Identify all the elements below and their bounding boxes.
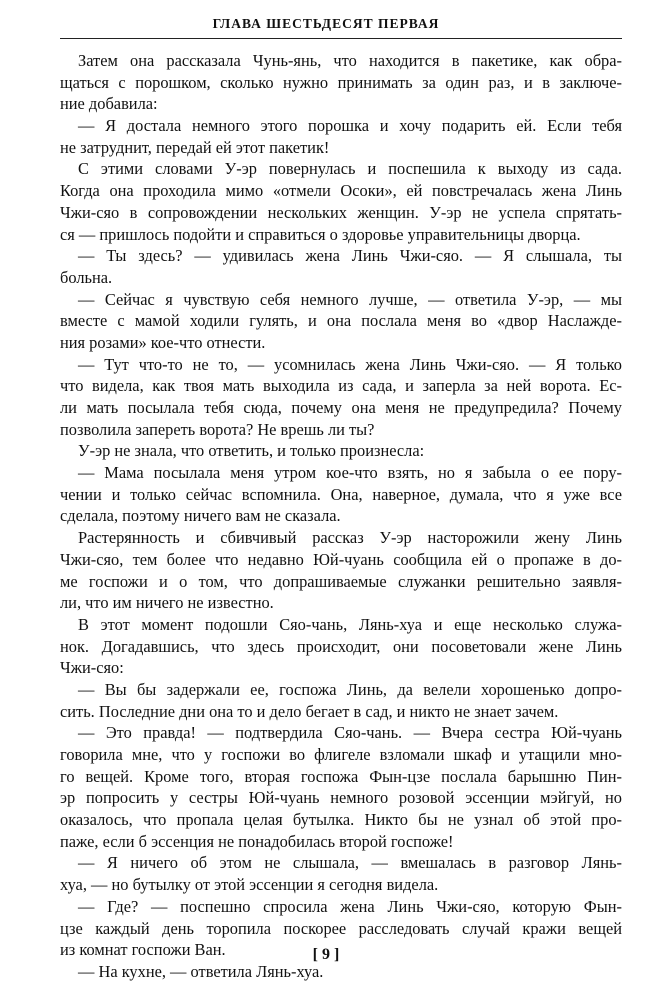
text-line: ние добавила:	[60, 94, 158, 114]
text-line: — Тут что-то не то, — усомнилась жена Линь Чжи-сяо. — Я только	[78, 354, 622, 374]
text-line: оказалось, что пропала целая бутылка. Никто бы не узнал об этой про-	[60, 810, 622, 830]
text-line: ния розами» кое-что отнести.	[60, 332, 266, 352]
text-line: что видела, как твоя мать выходила из сада, и заперла за ней ворота. Ес-	[60, 376, 622, 396]
text-line: ся — пришлось подойти и справиться о здоровье управительницы дворца.	[60, 224, 581, 244]
text-line: хуа, — но бутылку от этой эссенции я сегодня видела.	[60, 875, 439, 895]
text-line: — Мама посылала меня утром кое-что взять, но я забыла о ее пору-	[78, 463, 622, 483]
text-line: говорила мне, что у госпожи во флигеле взломали шкаф и утащили мно-	[60, 745, 622, 764]
text-line: ли мать посылала тебя сюда, почему она меня не предупредила? Почему	[60, 398, 622, 417]
text-line: Чжи-сяо:	[60, 658, 124, 678]
text-line: го вещей. Кроме того, вторая госпожа Фын-цзе послала барышню Пин-	[60, 766, 622, 786]
text-line: Чжи-сяо, тем более что недавно Юй-чуань сообщила ей о пропаже в до-	[60, 549, 622, 569]
text-line: — Это правда! — подтвердила Сяо-чань. — Вчера сестра Юй-чуань	[78, 723, 622, 743]
text-line: Затем она рассказала Чунь-янь, что находится в пакетике, как обра-	[78, 51, 622, 70]
body-text	[60, 50, 622, 983]
text-line: сить. Последние дни она то и дело бегает в сад, и никто не знает зачем.	[60, 701, 559, 721]
chapter-title: ГЛАВА ШЕСТЬДЕСЯТ ПЕРВАЯ	[212, 16, 440, 31]
text-line: — На кухне, — ответила Лянь-хуа.	[78, 961, 324, 981]
text-line: позволила запереть ворота? Не врешь ли ты?	[60, 419, 375, 439]
text-line: Чжи-сяо в сопровождении нескольких женщин. У-эр не успела спрятать-	[60, 202, 622, 222]
text-line: не затруднит, передай ей этот пакетик!	[60, 137, 330, 157]
text-line: — Ты здесь? — удивилась жена Линь Чжи-сяо. — Я слышала, ты	[78, 246, 622, 266]
text-line: С этими словами У-эр повернулась и поспешила к выходу из сада.	[78, 159, 622, 179]
text-line: ли, что им ничего не известно.	[60, 593, 274, 613]
text-line: Когда она проходила мимо «отмели Осоки», ей повстречалась жена Линь	[60, 181, 622, 201]
text-line: — Вы бы задержали ее, госпожа Линь, да велели хорошенько допро-	[78, 679, 622, 699]
text-line: — Где? — поспешно спросила жена Линь Чжи-сяо, которую Фын-	[78, 896, 622, 916]
page-number: [ 9 ]	[312, 946, 340, 963]
text-line: ме госпожи и о том, что допрашиваемые служанки решительно заявля-	[60, 571, 622, 591]
text-line: — Я достала немного этого порошка и хочу подарить ей. Если тебя	[78, 116, 622, 136]
text-line: В этот момент подошли Сяо-чань, Лянь-хуа и еще несколько служа-	[78, 614, 622, 634]
text-line: нок. Догадавшись, что здесь происходит, они посоветовали жене Линь	[60, 636, 622, 656]
text-line: У-эр не знала, что ответить, и только произнесла:	[78, 441, 425, 461]
text-line: сделала, поэтому ничего вам не сказала.	[60, 506, 341, 526]
text-line: чении и только сейчас вспомнила. Она, наверное, думала, что я уже все	[60, 484, 622, 504]
text-line: из комнат госпожи Ван.	[60, 940, 226, 960]
text-line: паже, если б эссенция не понадобилась второй госпоже!	[60, 831, 454, 851]
text-line: вместе с мамой ходили гулять, и она послала меня во «двор Наслажде-	[60, 311, 622, 331]
text-line: — Сейчас я чувствую себя немного лучше, — ответила У-эр, — мы	[78, 289, 622, 309]
text-line: эр попросить у сестры Юй-чуань немного розовой эссенции мэйгуй, но	[60, 788, 622, 808]
header-rule	[60, 38, 622, 39]
text-line: щаться с порошком, сколько нужно принимать за один раз, и в заключе-	[60, 72, 622, 92]
text-line: больна.	[60, 267, 113, 287]
text-line: — Я ничего об этом не слышала, — вмешалась в разговор Лянь-	[78, 853, 622, 873]
text-line: цзе каждый день торопила поскорее расследовать случай кражи вещей	[60, 918, 622, 938]
text-line: Растерянность и сбивчивый рассказ У-эр насторожили жену Линь	[78, 528, 622, 548]
